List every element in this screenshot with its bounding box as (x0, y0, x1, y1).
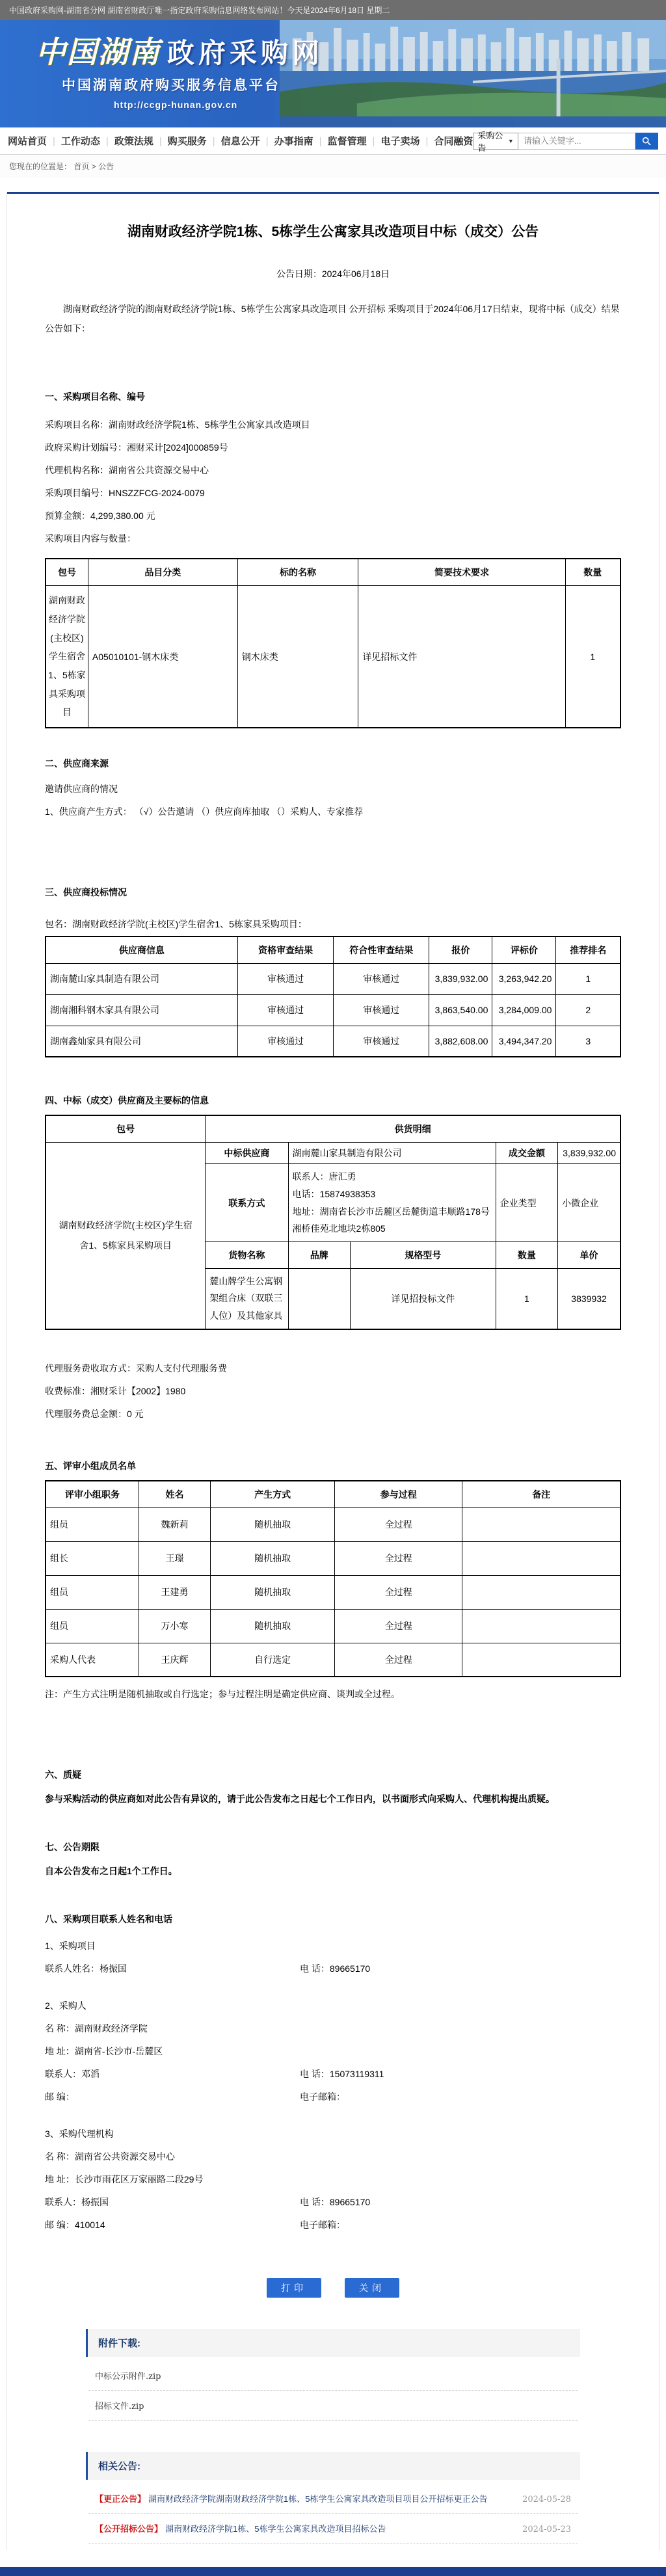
t5-r1-role: 组员 (46, 1507, 139, 1541)
search-area (473, 130, 658, 153)
city-skyline-art (280, 20, 666, 127)
purchaser-name: 名 称：湖南财政经济学院 (45, 2023, 148, 2034)
section3-heading: 三、供应商投标情况 (45, 886, 127, 897)
table-row (46, 1507, 620, 1541)
t4-goods-header-qty: 数量 (496, 1242, 557, 1268)
search-input[interactable] (518, 133, 635, 150)
t3-r1-qualification: 审核通过 (237, 963, 334, 994)
t1-header-requirement: 简要技术要求 (358, 559, 565, 586)
attachment-link-award[interactable]: 中标公示附件.zip (88, 2361, 578, 2391)
t5-r3-participation: 全过程 (335, 1575, 462, 1609)
related-title-correction: 湖南财政经济学院湖南财政经济学院1栋、5栋学生公寓家具改造项目项目公开招标更正公告 (148, 2494, 488, 2504)
t4-goods-header-price: 单价 (558, 1242, 620, 1268)
site-banner (0, 20, 666, 127)
nav-item-home[interactable]: 网站首页 | (8, 134, 61, 148)
related-title-tender: 湖南财政经济学院1栋、5栋学生公寓家具改造项目招标公告 (165, 2524, 386, 2534)
panel-note: 注：产生方式注明是随机抽取或自行选定；参与过程注明是确定供应商、谈判或全过程。 (45, 1689, 400, 1700)
t3-r3-conformity: 审核通过 (334, 1026, 429, 1057)
contact-purchaser-label: 2、采购人 (45, 2000, 87, 2012)
t4-enterprise-label: 企业类型 (496, 1164, 557, 1242)
search-button[interactable] (635, 133, 658, 150)
challenge-text: 参与采购活动的供应商如对此公告有异议的，请于此公告发布之日起七个工作日内，以书面形式向采购人、代理机构提出质疑。 (45, 1794, 555, 1805)
t3-header-conformity: 符合性审查结果 (334, 936, 429, 964)
nav-item-emall[interactable]: 电子卖场 | (380, 134, 434, 148)
purchaser-zip: 邮 编： (45, 2091, 75, 2103)
attachment-link-tender[interactable]: 招标文件.zip (88, 2391, 578, 2421)
t5-r3-method: 随机抽取 (211, 1575, 335, 1609)
footer-bar (0, 2567, 666, 2576)
t3-r2-rank: 2 (556, 994, 620, 1026)
table-row (46, 1541, 620, 1575)
related-box (86, 2452, 580, 2543)
t4-winner-name: 湖南麓山家具制造有限公司 (288, 1143, 496, 1164)
t1-cell-requirement: 详见招标文件 (358, 586, 565, 728)
project-name-line: 采购项目名称：湖南财政经济学院1栋、5栋学生公寓家具改造项目 (45, 419, 310, 431)
contact-agency-label: 3、采购代理机构 (45, 2129, 114, 2140)
plan-number-line: 政府采购计划编号：湘财采计[2024]000859号 (45, 442, 228, 453)
section6-heading: 六、质疑 (45, 1770, 81, 1781)
t4-contact-label: 联系方式 (206, 1164, 288, 1242)
breadcrumb-home-link[interactable]: 首页 (73, 162, 90, 171)
t4-goods-header-spec: 规格型号 (351, 1242, 496, 1268)
t4-header-package: 包号 (46, 1115, 206, 1143)
purchaser-contact-name: 联系人：邓滔 (45, 2069, 100, 2080)
purchaser-contact-phone: 电 话：15073119311 (300, 2069, 384, 2080)
t3-r2-qualification: 审核通过 (237, 994, 334, 1026)
t5-r3-remark (462, 1575, 620, 1609)
agency-name: 名 称：湖南省公共资源交易中心 (45, 2151, 175, 2162)
chevron-down-icon: ▼ (507, 137, 514, 144)
section1-heading: 一、采购项目名称、编号 (45, 392, 145, 403)
t3-header-quote: 报价 (429, 936, 492, 964)
t3-r1-evaluated-price: 3,263,942.20 (492, 963, 556, 994)
t3-header-evaluated-price: 评标价 (492, 936, 556, 964)
t3-header-rank: 推荐排名 (556, 936, 620, 964)
section8-heading: 八、采购项目联系人姓名和电话 (45, 1914, 172, 1925)
site-logo (36, 34, 324, 110)
supplier-source-line: 1、供应商产生方式： （√）公告邀请 （）供应商库抽取 （）采购人、专家推荐 (45, 806, 364, 817)
search-icon (641, 136, 652, 146)
project-contact-phone: 电 话：89665170 (300, 1963, 371, 1974)
nav-item-news[interactable]: 工作动态 | (61, 134, 114, 148)
t1-cell-category: A05010101-钢木床类 (88, 586, 237, 728)
table-row (46, 963, 620, 994)
t5-header-name: 姓名 (139, 1481, 211, 1508)
attachment-list (86, 2357, 580, 2421)
t5-r5-participation: 全过程 (335, 1643, 462, 1677)
package-name-line: 包名：湖南财政经济学院(主校区)学生宿舍1、5栋家具采购项目： (45, 918, 307, 929)
related-link-correction[interactable] (88, 2484, 578, 2514)
content-quantity-line: 采购项目内容与数量： (45, 533, 136, 544)
t3-r2-quote: 3,863,540.00 (429, 994, 492, 1026)
budget-line: 预算金额：4,299,380.00 元 (45, 511, 155, 522)
fee-method-line: 代理服务费收取方式：采购人支付代理服务费 (45, 1362, 227, 1374)
related-heading: 相关公告: (86, 2452, 580, 2480)
nav-items (8, 134, 473, 148)
attachments-heading: 附件下载: (86, 2329, 580, 2357)
banner-url: http://ccgp-hunan.gov.cn (114, 100, 238, 110)
project-contact-name: 联系人姓名：杨振国 (45, 1963, 127, 1974)
contact-project-label: 1、采购项目 (45, 1941, 96, 1952)
t4-contact-address: 地址：湖南省长沙市岳麓区岳麓街道丰顺路178号湘桥佳苑北地块2栋805 (292, 1206, 490, 1234)
top-status-bar: 中国政府采购网-湖南省分网 湖南省财政厅唯一指定政府采购信息网络发布网站！今天是2024年6月18日 星期二 (0, 0, 666, 20)
document-body (7, 300, 659, 2298)
table-row (46, 1575, 620, 1609)
t5-header-method: 产生方式 (211, 1481, 335, 1508)
t4-goods-header-brand: 品牌 (288, 1242, 350, 1268)
table-row (46, 586, 620, 728)
t5-r1-name: 魏新莉 (139, 1507, 211, 1541)
breadcrumb-current: 公告 (98, 162, 114, 171)
agency-zip-line (45, 2214, 621, 2237)
t3-r3-quote: 3,882,608.00 (429, 1026, 492, 1057)
t5-header-remark: 备注 (462, 1481, 620, 1508)
t5-header-role: 评审小组职务 (46, 1481, 139, 1508)
section4-heading: 四、中标（成交）供应商及主要标的信息 (45, 1095, 209, 1106)
t4-amount-value: 3,839,932.00 (558, 1143, 620, 1164)
t3-r1-rank: 1 (556, 963, 620, 994)
page-title: 湖南财政经济学院1栋、5栋学生公寓家具改造项目中标（成交）公告 (127, 224, 539, 239)
nav-item-guide[interactable]: 办事指南 | (274, 134, 328, 148)
t4-goods-header-name: 货物名称 (206, 1242, 288, 1268)
winner-table (45, 1115, 621, 1329)
nav-item-info-disclosure[interactable]: 信息公开 | (221, 134, 274, 148)
t3-r3-supplier: 湖南鑫灿家具有限公司 (46, 1026, 237, 1057)
logo-main-text: 政府采购网 (167, 38, 324, 68)
t5-r2-remark (462, 1541, 620, 1575)
t4-goods-spec: 详见招投标文件 (351, 1268, 496, 1329)
print-button[interactable]: 打印 (267, 2278, 321, 2298)
t1-cell-quantity: 1 (565, 586, 620, 728)
breadcrumb (0, 155, 666, 178)
fee-standard-line: 收费标准：湘财采计【2002】1980 (45, 1385, 186, 1396)
review-panel-table (45, 1480, 621, 1678)
t4-goods-name: 麓山牌学生公寓钢架组合床（双联三人位）及其他家具 (206, 1268, 288, 1329)
t5-r3-name: 王建勇 (139, 1575, 211, 1609)
intro-paragraph: 湖南财政经济学院的湖南财政经济学院1栋、5栋学生公寓家具改造项目 公开招标 采购项目于2024年06月17日结束，现将中标（成交）结果公告如下： (45, 304, 620, 334)
nav-item-contract-finance[interactable]: 合同融资 (434, 136, 473, 147)
t4-contact-phone: 电话：15874938353 (292, 1189, 376, 1200)
agency-name-line: 代理机构名称：湖南省公共资源交易中心 (45, 465, 209, 476)
announcement-period-text: 自本公告发布之日起1个工作日。 (45, 1866, 178, 1877)
t5-r1-remark (462, 1507, 620, 1541)
t4-amount-label: 成交金额 (496, 1143, 557, 1164)
logo-calligraphy-text: 中国湖南 (36, 34, 161, 70)
nav-item-policy[interactable]: 政策法规 | (114, 134, 168, 148)
top-accent-rule (7, 192, 659, 194)
t1-header-category: 品目分类 (88, 559, 237, 586)
table-row (46, 1026, 620, 1057)
t3-header-qualification: 资格审查结果 (237, 936, 334, 964)
t5-r1-participation: 全过程 (335, 1507, 462, 1541)
publish-date: 公告日期：2024年06月18日 (276, 269, 390, 280)
agency-contact-line (45, 2191, 621, 2214)
agency-address: 地 址：长沙市雨花区万家丽路二段29号 (45, 2174, 204, 2185)
related-tag-tender: 【公开招标公告】 (95, 2524, 163, 2534)
agency-contact-name: 联系人：杨振国 (45, 2197, 109, 2208)
related-tag-correction: 【更正公告】 (95, 2494, 146, 2504)
section7-heading: 七、公告期限 (45, 1842, 100, 1853)
action-buttons (45, 2278, 621, 2298)
t1-header-subject: 标的名称 (237, 559, 358, 586)
t5-r3-role: 组员 (46, 1575, 139, 1609)
related-date-correction: 2024-05-28 (522, 2495, 571, 2505)
purchaser-contact-line (45, 2063, 621, 2086)
t3-header-supplier: 供应商信息 (46, 936, 237, 964)
table-row (46, 994, 620, 1026)
banner-subtitle: 中国湖南政府购买服务信息平台 (62, 78, 280, 93)
agency-contact-phone: 电 话：89665170 (300, 2197, 371, 2208)
t4-contact-person: 联系人：唐汇勇 (292, 1171, 356, 1182)
t1-cell-subject: 钢木床类 (237, 586, 358, 728)
t5-r4-participation: 全过程 (335, 1609, 462, 1643)
t3-r3-qualification: 审核通过 (237, 1026, 334, 1057)
t5-r5-name: 王庆辉 (139, 1643, 211, 1677)
t4-goods-qty: 1 (496, 1268, 557, 1329)
section5-heading: 五、评审小组成员名单 (45, 1460, 136, 1471)
table-row (46, 1643, 620, 1677)
t5-r4-method: 随机抽取 (211, 1609, 335, 1643)
t3-r1-conformity: 审核通过 (334, 963, 429, 994)
t5-r2-method: 随机抽取 (211, 1541, 335, 1575)
t4-goods-price: 3839932 (558, 1268, 620, 1329)
table-row (46, 1143, 620, 1164)
t5-r4-remark (462, 1609, 620, 1643)
t5-r2-name: 王璟 (139, 1541, 211, 1575)
t4-contact-info (288, 1164, 496, 1242)
purchaser-email: 电子邮箱： (300, 2091, 345, 2103)
related-date-tender: 2024-05-23 (522, 2525, 571, 2535)
t1-header-quantity: 数量 (565, 559, 620, 586)
agency-email: 电子邮箱： (300, 2220, 345, 2231)
bidder-table (45, 936, 621, 1058)
t4-header-supply-detail: 供货明细 (206, 1115, 620, 1143)
related-list (86, 2480, 580, 2543)
nav-item-supervision[interactable]: 监督管理 | (328, 134, 381, 148)
related-link-tender[interactable] (88, 2514, 578, 2543)
t5-r2-role: 组长 (46, 1541, 139, 1575)
t3-r1-quote: 3,839,932.00 (429, 963, 492, 994)
t5-r1-method: 随机抽取 (211, 1507, 335, 1541)
t3-r3-rank: 3 (556, 1026, 620, 1057)
t3-r3-evaluated-price: 3,494,347.20 (492, 1026, 556, 1057)
breadcrumb-prefix: 您现在的位置是： (9, 162, 72, 171)
main-nav (0, 127, 666, 155)
t4-package-name: 湖南财政经济学院(主校区)学生宿舍1、5栋家具采购项目 (46, 1143, 206, 1329)
project-content-table (45, 558, 621, 728)
attachments-box (86, 2329, 580, 2421)
fee-total-line: 代理服务费总金额：0 元 (45, 1408, 144, 1419)
t5-r5-method: 自行选定 (211, 1643, 335, 1677)
t5-r5-remark (462, 1643, 620, 1677)
table-row (46, 1609, 620, 1643)
project-number-line: 采购项目编号：HNSZZFCG-2024-0079 (45, 488, 205, 499)
search-category-value: 采购公告 (477, 130, 503, 153)
search-category-select[interactable] (473, 130, 518, 153)
t4-winner-label: 中标供应商 (206, 1143, 288, 1164)
t5-r5-role: 采购人代表 (46, 1643, 139, 1677)
breadcrumb-separator: > (91, 162, 96, 171)
t5-header-participation: 参与过程 (335, 1481, 462, 1508)
t3-r2-conformity: 审核通过 (334, 994, 429, 1026)
purchaser-zip-line (45, 2086, 621, 2108)
section2-heading: 二、供应商来源 (45, 758, 109, 769)
t5-r4-role: 组员 (46, 1609, 139, 1643)
invite-supplier-line: 邀请供应商的情况 (45, 783, 118, 794)
content-frame (7, 192, 659, 2550)
t3-r2-evaluated-price: 3,284,009.00 (492, 994, 556, 1026)
agency-zip: 邮 编：410014 (45, 2220, 105, 2231)
close-button[interactable]: 关闭 (345, 2278, 399, 2298)
t5-r4-name: 万小寒 (139, 1609, 211, 1643)
t3-r2-supplier: 湖南湘科钢木家具有限公司 (46, 994, 237, 1026)
t3-r1-supplier: 湖南麓山家具制造有限公司 (46, 963, 237, 994)
nav-item-purchase-service[interactable]: 购买服务 | (168, 134, 221, 148)
purchaser-address: 地 址：湖南省-长沙市-岳麓区 (45, 2046, 163, 2057)
contact-project-line (45, 1958, 621, 1980)
t5-r2-participation: 全过程 (335, 1541, 462, 1575)
t4-goods-brand (288, 1268, 350, 1329)
t1-header-package: 包号 (46, 559, 88, 586)
t1-cell-package: 湖南财政经济学院(主校区)学生宿舍1、5栋家具采购项目 (46, 586, 88, 728)
t4-enterprise-value: 小微企业 (558, 1164, 620, 1242)
